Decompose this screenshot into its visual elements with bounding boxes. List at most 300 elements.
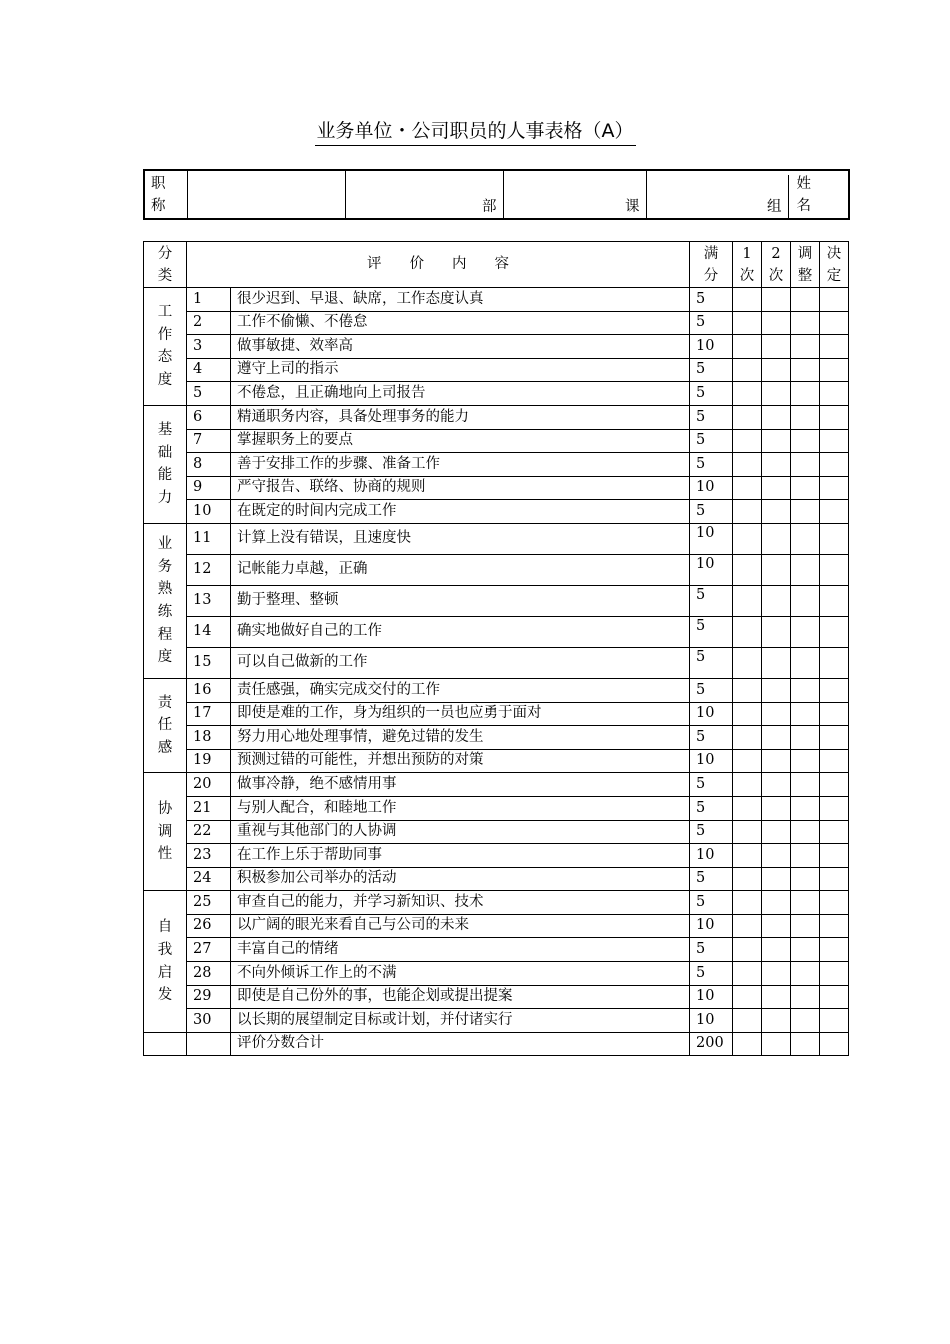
item-number: 5	[187, 382, 231, 406]
item-number: 30	[187, 1009, 231, 1033]
decision-cell[interactable]	[820, 476, 849, 500]
decision-cell[interactable]	[820, 985, 849, 1009]
adjust-cell[interactable]	[791, 453, 820, 477]
item-number: 19	[187, 749, 231, 773]
decision-cell[interactable]	[820, 554, 849, 585]
first-review-cell[interactable]	[733, 985, 762, 1009]
adjust-cell[interactable]	[791, 500, 820, 524]
category-char: 态	[157, 349, 173, 366]
decision-cell[interactable]	[820, 382, 849, 406]
category-label	[144, 288, 187, 406]
category-char: 务	[157, 558, 173, 575]
item-text: 预测过错的可能性，并想出预防的对策	[231, 749, 690, 773]
first-review-cell[interactable]	[733, 476, 762, 500]
first-review-cell[interactable]	[733, 914, 762, 938]
item-number: 12	[187, 554, 231, 585]
category-char: 启	[157, 964, 173, 981]
full-score: 5	[690, 820, 733, 844]
second-review-cell[interactable]	[762, 647, 791, 678]
first-review-cell[interactable]	[733, 429, 762, 453]
full-score: 5	[690, 678, 733, 702]
category-char: 自	[157, 919, 173, 936]
adjust-cell[interactable]	[791, 702, 820, 726]
adjust-cell[interactable]	[791, 405, 820, 429]
table-row	[144, 844, 849, 868]
full-score: 5	[690, 891, 733, 915]
item-number: 20	[187, 773, 231, 797]
name-label: 姓 名	[796, 176, 811, 214]
position-label: 职 称	[144, 170, 187, 219]
first-review-cell[interactable]	[733, 358, 762, 382]
table-row	[144, 476, 849, 500]
table-row	[144, 554, 849, 585]
first-review-cell[interactable]	[733, 962, 762, 986]
table-row	[144, 891, 849, 915]
category-char: 责	[157, 694, 173, 711]
item-text: 严守报告、联络、协商的规则	[231, 476, 690, 500]
second-review-cell[interactable]	[762, 453, 791, 477]
adjust-cell[interactable]	[791, 844, 820, 868]
position-field[interactable]	[187, 170, 345, 219]
item-text: 勤于整理、整顿	[231, 585, 690, 616]
second-review-cell[interactable]	[762, 405, 791, 429]
adjust-cell[interactable]	[791, 429, 820, 453]
second-review-cell[interactable]	[762, 476, 791, 500]
item-text: 努力用心地处理事情，避免过错的发生	[231, 726, 690, 750]
table-row	[144, 335, 849, 359]
second-review-cell[interactable]	[762, 500, 791, 524]
table-row	[144, 311, 849, 335]
adjust-cell[interactable]	[791, 678, 820, 702]
item-number: 2	[187, 311, 231, 335]
table-row	[144, 523, 849, 554]
item-text: 责任感强，确实完成交付的工作	[231, 678, 690, 702]
item-text: 可以自己做新的工作	[231, 647, 690, 678]
item-text: 以广阔的眼光来看自己与公司的未来	[231, 914, 690, 938]
item-text: 很少迟到、早退、缺席，工作态度认真	[231, 288, 690, 312]
total-score: 200	[690, 1032, 733, 1056]
decision-cell[interactable]	[820, 616, 849, 647]
second-review-cell[interactable]	[762, 702, 791, 726]
decision-cell[interactable]	[820, 335, 849, 359]
item-number: 1	[187, 288, 231, 312]
first-review-cell[interactable]	[733, 820, 762, 844]
full-score: 5	[690, 288, 733, 312]
adjust-cell[interactable]	[791, 288, 820, 312]
table-row	[144, 985, 849, 1009]
item-number: 21	[187, 796, 231, 820]
item-number: 8	[187, 453, 231, 477]
first-review-total[interactable]	[733, 1032, 762, 1056]
second-review-cell[interactable]	[762, 867, 791, 891]
item-text: 在工作上乐于帮助同事	[231, 844, 690, 868]
first-review-cell[interactable]	[733, 749, 762, 773]
decision-total[interactable]	[820, 1032, 849, 1056]
category-char: 协	[157, 800, 173, 817]
item-number: 13	[187, 585, 231, 616]
adjust-header: 调 整	[791, 242, 820, 288]
full-score: 5	[690, 358, 733, 382]
full-score: 10	[690, 476, 733, 500]
full-score: 10	[690, 985, 733, 1009]
table-row	[144, 702, 849, 726]
first-review-cell[interactable]	[733, 1009, 762, 1033]
table-row	[144, 773, 849, 797]
category-char: 度	[157, 372, 173, 389]
item-number: 7	[187, 429, 231, 453]
column-header-row	[144, 242, 849, 288]
decision-cell[interactable]	[820, 500, 849, 524]
group-field[interactable]	[647, 175, 789, 218]
department-unit: 部	[482, 198, 497, 215]
table-row	[144, 616, 849, 647]
item-text: 做事敏捷、效率高	[231, 335, 690, 359]
item-number: 10	[187, 500, 231, 524]
table-row	[144, 585, 849, 616]
first-review-cell[interactable]	[733, 702, 762, 726]
personnel-header-table	[143, 169, 850, 220]
second-review-cell[interactable]	[762, 985, 791, 1009]
full-score: 10	[690, 523, 733, 554]
full-score: 5	[690, 585, 733, 616]
second-review-cell[interactable]	[762, 554, 791, 585]
item-text: 工作不偷懒、不倦怠	[231, 311, 690, 335]
full-score: 10	[690, 914, 733, 938]
full-score: 5	[690, 453, 733, 477]
first-review-cell[interactable]	[733, 288, 762, 312]
first-review-cell[interactable]	[733, 844, 762, 868]
adjust-cell[interactable]	[791, 985, 820, 1009]
first-review-cell[interactable]	[733, 335, 762, 359]
first-review-cell[interactable]	[733, 773, 762, 797]
department-field[interactable]	[345, 170, 503, 219]
adjust-cell[interactable]	[791, 938, 820, 962]
second-review-header: 2 次	[762, 242, 791, 288]
item-number: 11	[187, 523, 231, 554]
adjust-cell[interactable]	[791, 335, 820, 359]
decision-cell[interactable]	[820, 773, 849, 797]
category-label	[144, 523, 187, 678]
adjust-cell[interactable]	[791, 914, 820, 938]
item-text: 计算上没有错误，且速度快	[231, 523, 690, 554]
first-review-cell[interactable]	[733, 678, 762, 702]
table-row	[144, 429, 849, 453]
category-label	[144, 678, 187, 772]
decision-cell[interactable]	[820, 914, 849, 938]
item-number: 22	[187, 820, 231, 844]
second-review-cell[interactable]	[762, 358, 791, 382]
item-number: 29	[187, 985, 231, 1009]
first-review-cell[interactable]	[733, 647, 762, 678]
full-score: 10	[690, 1009, 733, 1033]
second-review-cell[interactable]	[762, 820, 791, 844]
adjust-cell[interactable]	[791, 585, 820, 616]
decision-cell[interactable]	[820, 891, 849, 915]
table-row	[144, 749, 849, 773]
full-score: 10	[690, 749, 733, 773]
second-review-cell[interactable]	[762, 382, 791, 406]
second-review-cell[interactable]	[762, 1009, 791, 1033]
adjust-cell[interactable]	[791, 616, 820, 647]
decision-cell[interactable]	[820, 678, 849, 702]
second-review-cell[interactable]	[762, 773, 791, 797]
item-number: 25	[187, 891, 231, 915]
item-number: 9	[187, 476, 231, 500]
decision-cell[interactable]	[820, 405, 849, 429]
full-score: 5	[690, 773, 733, 797]
full-score: 5	[690, 311, 733, 335]
section-field[interactable]	[503, 170, 646, 219]
second-review-cell[interactable]	[762, 523, 791, 554]
second-review-cell[interactable]	[762, 429, 791, 453]
total-label: 评价分数合计	[231, 1032, 690, 1056]
decision-cell[interactable]	[820, 358, 849, 382]
item-text: 遵守上司的指示	[231, 358, 690, 382]
category-char: 任	[157, 717, 173, 734]
second-review-total[interactable]	[762, 1032, 791, 1056]
adjust-cell[interactable]	[791, 1009, 820, 1033]
table-row	[144, 500, 849, 524]
category-char: 发	[157, 987, 173, 1004]
section-unit: 课	[625, 198, 640, 215]
decision-cell[interactable]	[820, 820, 849, 844]
total-number-cell	[187, 1032, 231, 1056]
first-review-cell[interactable]	[733, 382, 762, 406]
item-text: 不倦怠，且正确地向上司报告	[231, 382, 690, 406]
first-review-cell[interactable]	[733, 891, 762, 915]
first-review-cell[interactable]	[733, 554, 762, 585]
table-row	[144, 867, 849, 891]
adjust-cell[interactable]	[791, 382, 820, 406]
table-row	[144, 358, 849, 382]
item-text: 与别人配合，和睦地工作	[231, 796, 690, 820]
category-char: 度	[157, 649, 173, 666]
adjust-cell[interactable]	[791, 749, 820, 773]
item-text: 重视与其他部门的人协调	[231, 820, 690, 844]
full-score: 5	[690, 429, 733, 453]
adjust-cell[interactable]	[791, 523, 820, 554]
second-review-cell[interactable]	[762, 726, 791, 750]
full-score: 5	[690, 962, 733, 986]
full-score-header: 满 分	[690, 242, 733, 288]
group-unit: 组	[767, 198, 782, 215]
second-review-cell[interactable]	[762, 938, 791, 962]
decision-cell[interactable]	[820, 311, 849, 335]
table-row	[144, 405, 849, 429]
decision-cell[interactable]	[820, 288, 849, 312]
category-char: 我	[157, 941, 173, 958]
group-name-field[interactable]	[646, 170, 849, 219]
decision-cell[interactable]	[820, 726, 849, 750]
second-review-cell[interactable]	[762, 678, 791, 702]
evaluation-table	[143, 241, 849, 1056]
full-score: 10	[690, 844, 733, 868]
item-number: 24	[187, 867, 231, 891]
full-score: 10	[690, 335, 733, 359]
second-review-cell[interactable]	[762, 585, 791, 616]
item-text: 记帐能力卓越，正确	[231, 554, 690, 585]
full-score: 5	[690, 938, 733, 962]
category-char: 业	[157, 536, 173, 553]
adjust-cell[interactable]	[791, 358, 820, 382]
second-review-cell[interactable]	[762, 796, 791, 820]
item-number: 17	[187, 702, 231, 726]
table-row	[144, 962, 849, 986]
first-review-header: 1 次	[733, 242, 762, 288]
table-row	[144, 288, 849, 312]
item-text: 在既定的时间内完成工作	[231, 500, 690, 524]
table-row	[144, 796, 849, 820]
adjust-cell[interactable]	[791, 962, 820, 986]
table-row	[144, 647, 849, 678]
item-text: 积极参加公司举办的活动	[231, 867, 690, 891]
item-text: 善于安排工作的步骤、准备工作	[231, 453, 690, 477]
full-score: 5	[690, 867, 733, 891]
first-review-cell[interactable]	[733, 405, 762, 429]
table-row	[144, 678, 849, 702]
item-number: 3	[187, 335, 231, 359]
decision-cell[interactable]	[820, 585, 849, 616]
category-char: 作	[157, 326, 173, 343]
item-text: 即使是自己份外的事，也能企划或提出提案	[231, 985, 690, 1009]
full-score: 5	[690, 382, 733, 406]
item-text: 做事冷静，绝不感情用事	[231, 773, 690, 797]
item-text: 不向外倾诉工作上的不满	[231, 962, 690, 986]
category-label	[144, 773, 187, 891]
category-label	[144, 405, 187, 523]
adjust-cell[interactable]	[791, 476, 820, 500]
table-row	[144, 1009, 849, 1033]
full-score: 5	[690, 500, 733, 524]
second-review-cell[interactable]	[762, 891, 791, 915]
adjust-cell[interactable]	[791, 554, 820, 585]
decision-cell[interactable]	[820, 867, 849, 891]
adjust-cell[interactable]	[791, 647, 820, 678]
second-review-cell[interactable]	[762, 311, 791, 335]
table-row	[144, 453, 849, 477]
adjust-cell[interactable]	[791, 867, 820, 891]
full-score: 5	[690, 796, 733, 820]
content-header: 评价内容	[187, 242, 690, 288]
second-review-cell[interactable]	[762, 616, 791, 647]
item-number: 18	[187, 726, 231, 750]
first-review-cell[interactable]	[733, 500, 762, 524]
second-review-cell[interactable]	[762, 962, 791, 986]
table-row	[144, 382, 849, 406]
decision-cell[interactable]	[820, 453, 849, 477]
item-number: 4	[187, 358, 231, 382]
first-review-cell[interactable]	[733, 453, 762, 477]
adjust-cell[interactable]	[791, 773, 820, 797]
category-char: 力	[157, 490, 173, 507]
category-char: 基	[157, 422, 173, 439]
item-number: 26	[187, 914, 231, 938]
decision-cell[interactable]	[820, 429, 849, 453]
item-number: 6	[187, 405, 231, 429]
page-title: 业务单位・公司职员的人事表格（A）	[0, 116, 950, 143]
adjust-cell[interactable]	[791, 891, 820, 915]
category-char: 调	[157, 823, 173, 840]
adjust-cell[interactable]	[791, 726, 820, 750]
decision-cell[interactable]	[820, 523, 849, 554]
second-review-cell[interactable]	[762, 288, 791, 312]
table-row	[144, 820, 849, 844]
first-review-cell[interactable]	[733, 585, 762, 616]
full-score: 5	[690, 405, 733, 429]
full-score: 10	[690, 702, 733, 726]
category-char: 熟	[157, 581, 173, 598]
decision-cell[interactable]	[820, 844, 849, 868]
first-review-cell[interactable]	[733, 726, 762, 750]
decision-cell[interactable]	[820, 647, 849, 678]
second-review-cell[interactable]	[762, 914, 791, 938]
category-char: 练	[157, 603, 173, 620]
first-review-cell[interactable]	[733, 938, 762, 962]
total-row	[144, 1032, 849, 1056]
item-text: 确实地做好自己的工作	[231, 616, 690, 647]
second-review-cell[interactable]	[762, 749, 791, 773]
decision-cell[interactable]	[820, 749, 849, 773]
item-number: 16	[187, 678, 231, 702]
item-text: 丰富自己的情绪	[231, 938, 690, 962]
category-char: 感	[157, 739, 173, 756]
category-char: 工	[157, 304, 173, 321]
decision-cell[interactable]	[820, 938, 849, 962]
item-text: 以长期的展望制定目标或计划，并付诸实行	[231, 1009, 690, 1033]
adjust-cell[interactable]	[791, 311, 820, 335]
full-score: 5	[690, 726, 733, 750]
table-row	[144, 914, 849, 938]
item-number: 15	[187, 647, 231, 678]
first-review-cell[interactable]	[733, 867, 762, 891]
adjust-cell[interactable]	[791, 796, 820, 820]
decision-cell[interactable]	[820, 796, 849, 820]
decision-cell[interactable]	[820, 1009, 849, 1033]
category-char: 程	[157, 626, 173, 643]
decision-cell[interactable]	[820, 702, 849, 726]
first-review-cell[interactable]	[733, 311, 762, 335]
category-label	[144, 891, 187, 1033]
item-text: 掌握职务上的要点	[231, 429, 690, 453]
category-char: 础	[157, 444, 173, 461]
category-header: 分 类	[144, 242, 187, 288]
item-text: 即使是难的工作，身为组织的一员也应勇于面对	[231, 702, 690, 726]
category-char: 能	[157, 467, 173, 484]
table-row	[144, 938, 849, 962]
item-number: 28	[187, 962, 231, 986]
item-number: 23	[187, 844, 231, 868]
second-review-cell[interactable]	[762, 844, 791, 868]
first-review-cell[interactable]	[733, 523, 762, 554]
category-char: 性	[157, 846, 173, 863]
item-text: 精通职务内容，具备处理事务的能力	[231, 405, 690, 429]
item-text: 审查自己的能力，并学习新知识、技术	[231, 891, 690, 915]
table-row	[144, 726, 849, 750]
decision-cell[interactable]	[820, 962, 849, 986]
decision-header: 决 定	[820, 242, 849, 288]
item-number: 14	[187, 616, 231, 647]
full-score: 5	[690, 616, 733, 647]
first-review-cell[interactable]	[733, 796, 762, 820]
adjust-total[interactable]	[791, 1032, 820, 1056]
first-review-cell[interactable]	[733, 616, 762, 647]
second-review-cell[interactable]	[762, 335, 791, 359]
item-number: 27	[187, 938, 231, 962]
full-score: 5	[690, 647, 733, 678]
total-category-cell	[144, 1032, 187, 1056]
full-score: 10	[690, 554, 733, 585]
adjust-cell[interactable]	[791, 820, 820, 844]
